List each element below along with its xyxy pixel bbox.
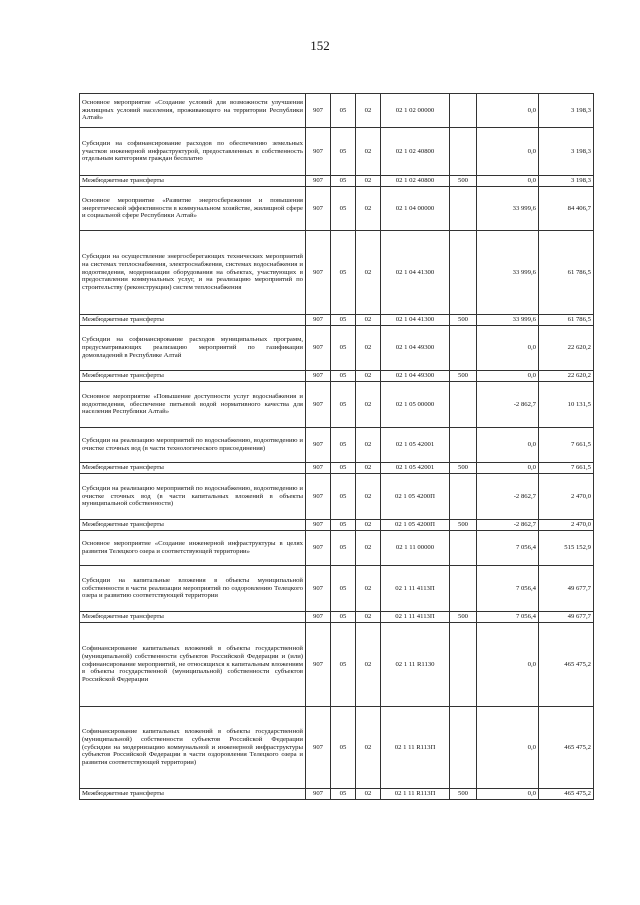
budget-code-expense-type: 500: [450, 315, 477, 326]
table-row: [80, 612, 594, 623]
budget-code-grbs: 907: [306, 128, 331, 176]
budget-code-subsection: 02: [356, 623, 381, 707]
table-row: [80, 128, 594, 176]
budget-item-name: Субсидии на софинансирование расходов по обеспечению земельных участков инженерной инфраструктурой, предоставленных в собственность отдельным категориям граждан бесплатно: [80, 128, 306, 176]
budget-code-expense-type: [450, 382, 477, 428]
budget-code-section: 05: [331, 463, 356, 474]
budget-total-amount: 465 475,2: [539, 707, 594, 789]
table-body: [80, 94, 594, 800]
budget-item-name: Межбюджетные трансферты: [80, 315, 306, 326]
budget-item-name: Субсидии на капитальные вложения в объекты муниципальной собственности в части реализации мероприятий по оздоровлению Телецкого озера и развитию соответствующей территории: [80, 566, 306, 612]
budget-code-section: 05: [331, 326, 356, 371]
budget-item-name: Субсидии на софинансирование расходов муниципальных программ, предусматривающих реализацию мероприятий по газификации домовладений в Республике Алтай: [80, 326, 306, 371]
budget-code-expense-type: 500: [450, 789, 477, 800]
budget-item-name: Субсидии на осуществление энергосберегающих технических мероприятий на системах теплоснабжения, электроснабжения, системах водоснабжения и водоотведения, модернизации оборудования на объектах, участвующих в предоставлении коммунальных услуг, и на реализацию мероприятий по строительству (реконструкции) систем теплоснабжения: [80, 231, 306, 315]
budget-code-subsection: 02: [356, 315, 381, 326]
budget-code-section: 05: [331, 371, 356, 382]
budget-code-target: 02 1 02 40800: [381, 176, 450, 187]
budget-code-subsection: 02: [356, 520, 381, 531]
budget-code-target: 02 1 04 41300: [381, 315, 450, 326]
table-row: [80, 326, 594, 371]
budget-code-grbs: 907: [306, 789, 331, 800]
budget-code-grbs: 907: [306, 326, 331, 371]
budget-total-amount: 61 786,5: [539, 315, 594, 326]
table-row: [80, 382, 594, 428]
budget-code-target: 02 1 11 R1130: [381, 623, 450, 707]
budget-code-subsection: 02: [356, 566, 381, 612]
budget-change-amount: 0,0: [477, 789, 539, 800]
budget-code-grbs: 907: [306, 531, 331, 566]
budget-code-expense-type: 500: [450, 176, 477, 187]
table-row: [80, 176, 594, 187]
budget-code-section: 05: [331, 612, 356, 623]
budget-code-target: 02 1 11 4113П: [381, 612, 450, 623]
budget-code-section: 05: [331, 707, 356, 789]
budget-code-subsection: 02: [356, 612, 381, 623]
budget-change-amount: 0,0: [477, 428, 539, 463]
budget-total-amount: 465 475,2: [539, 789, 594, 800]
budget-code-subsection: 02: [356, 428, 381, 463]
budget-code-section: 05: [331, 231, 356, 315]
budget-code-subsection: 02: [356, 231, 381, 315]
table-row: [80, 789, 594, 800]
budget-code-subsection: 02: [356, 187, 381, 231]
budget-code-expense-type: [450, 231, 477, 315]
budget-code-grbs: 907: [306, 231, 331, 315]
budget-item-name: Софинансирование капитальных вложений в объекты государственной (муниципальной) собственности субъектов Российской Федерации (субсидии на модернизацию коммунальной и инженерной инфраструктуры субъектов Российской Федерации в части оздоровления Телецкого озера и развития соответствующей территории): [80, 707, 306, 789]
budget-total-amount: 2 470,0: [539, 474, 594, 520]
budget-code-section: 05: [331, 382, 356, 428]
budget-code-target: 02 1 04 00000: [381, 187, 450, 231]
budget-code-expense-type: 500: [450, 612, 477, 623]
budget-item-name: Межбюджетные трансферты: [80, 789, 306, 800]
budget-item-name: Межбюджетные трансферты: [80, 463, 306, 474]
budget-item-name: Межбюджетные трансферты: [80, 176, 306, 187]
budget-item-name: Межбюджетные трансферты: [80, 612, 306, 623]
budget-change-amount: 7 056,4: [477, 612, 539, 623]
budget-total-amount: 22 620,2: [539, 326, 594, 371]
budget-total-amount: 465 475,2: [539, 623, 594, 707]
table-row: [80, 463, 594, 474]
page-number: 152: [310, 38, 330, 53]
budget-code-grbs: 907: [306, 520, 331, 531]
budget-code-expense-type: [450, 707, 477, 789]
budget-code-grbs: 907: [306, 566, 331, 612]
budget-code-section: 05: [331, 128, 356, 176]
budget-code-expense-type: [450, 326, 477, 371]
budget-total-amount: 7 661,5: [539, 428, 594, 463]
table-row: [80, 231, 594, 315]
budget-code-subsection: 02: [356, 371, 381, 382]
budget-item-name: Основное мероприятие «Создание инженерной инфраструктуры в целях развития Телецкого озера и соответствующей территории»: [80, 531, 306, 566]
table-row: [80, 531, 594, 566]
budget-change-amount: -2 862,7: [477, 382, 539, 428]
budget-code-grbs: 907: [306, 187, 331, 231]
budget-code-section: 05: [331, 623, 356, 707]
budget-total-amount: 10 131,5: [539, 382, 594, 428]
table-row: [80, 474, 594, 520]
table-row: [80, 623, 594, 707]
budget-code-target: 02 1 05 4200П: [381, 520, 450, 531]
budget-total-amount: 3 198,3: [539, 128, 594, 176]
budget-change-amount: 0,0: [477, 623, 539, 707]
budget-item-name: Межбюджетные трансферты: [80, 371, 306, 382]
budget-item-name: Субсидии на реализацию мероприятий по водоснабжению, водоотведению и очистке сточных вод (в части технологического присоединения): [80, 428, 306, 463]
budget-total-amount: 3 198,3: [539, 176, 594, 187]
table-row: [80, 707, 594, 789]
budget-code-section: 05: [331, 176, 356, 187]
budget-code-grbs: 907: [306, 612, 331, 623]
budget-code-subsection: 02: [356, 463, 381, 474]
budget-code-target: 02 1 04 41300: [381, 231, 450, 315]
budget-item-name: Основное мероприятие «Создание условий для возможности улучшения жилищных условий населения, проживающего на территории Республики Алтай»: [80, 94, 306, 128]
budget-item-name: Основное мероприятие «Повышение доступности услуг водоснабжения и водоотведения, обеспечение питьевой водой нормативного качества для населения Республики Алтай»: [80, 382, 306, 428]
budget-code-target: 02 1 11 R113П: [381, 707, 450, 789]
table-row: [80, 187, 594, 231]
budget-change-amount: 0,0: [477, 176, 539, 187]
budget-code-subsection: 02: [356, 326, 381, 371]
budget-code-section: 05: [331, 520, 356, 531]
budget-code-section: 05: [331, 474, 356, 520]
budget-code-subsection: 02: [356, 789, 381, 800]
budget-code-section: 05: [331, 428, 356, 463]
budget-change-amount: -2 862,7: [477, 520, 539, 531]
budget-code-subsection: 02: [356, 707, 381, 789]
budget-code-target: 02 1 02 00000: [381, 94, 450, 128]
budget-code-expense-type: [450, 128, 477, 176]
table-row: [80, 315, 594, 326]
budget-code-subsection: 02: [356, 531, 381, 566]
budget-code-grbs: 907: [306, 94, 331, 128]
budget-code-target: 02 1 04 49300: [381, 371, 450, 382]
budget-code-target: 02 1 05 4200П: [381, 474, 450, 520]
budget-code-section: 05: [331, 315, 356, 326]
budget-code-expense-type: [450, 94, 477, 128]
budget-code-grbs: 907: [306, 474, 331, 520]
budget-total-amount: 61 786,5: [539, 231, 594, 315]
budget-change-amount: 0,0: [477, 371, 539, 382]
budget-total-amount: 515 152,9: [539, 531, 594, 566]
budget-code-subsection: 02: [356, 176, 381, 187]
budget-code-target: 02 1 05 42001: [381, 463, 450, 474]
budget-change-amount: 0,0: [477, 326, 539, 371]
budget-code-expense-type: 500: [450, 463, 477, 474]
budget-item-name: Основное мероприятие «Развитие энергосбережения и повышения энергетической эффективности в коммунальном хозяйстве, жилищной сфере и социальной сфере Республики Алтай»: [80, 187, 306, 231]
budget-item-name: Субсидии на реализацию мероприятий по водоснабжению, водоотведению и очистке сточных вод (в части капитальных вложений в объекты муниципальной собственности): [80, 474, 306, 520]
budget-code-grbs: 907: [306, 382, 331, 428]
budget-code-expense-type: [450, 531, 477, 566]
budget-code-subsection: 02: [356, 94, 381, 128]
budget-total-amount: 7 661,5: [539, 463, 594, 474]
budget-code-target: 02 1 02 40800: [381, 128, 450, 176]
budget-code-target: 02 1 11 4113П: [381, 566, 450, 612]
budget-code-grbs: 907: [306, 623, 331, 707]
budget-change-amount: 0,0: [477, 128, 539, 176]
budget-code-expense-type: 500: [450, 520, 477, 531]
budget-code-subsection: 02: [356, 382, 381, 428]
budget-change-amount: 0,0: [477, 707, 539, 789]
budget-code-expense-type: [450, 474, 477, 520]
budget-code-subsection: 02: [356, 474, 381, 520]
budget-code-subsection: 02: [356, 128, 381, 176]
budget-code-target: 02 1 05 00000: [381, 382, 450, 428]
budget-code-expense-type: 500: [450, 371, 477, 382]
budget-total-amount: 3 198,3: [539, 94, 594, 128]
budget-code-target: 02 1 04 49300: [381, 326, 450, 371]
budget-total-amount: 22 620,2: [539, 371, 594, 382]
budget-change-amount: 0,0: [477, 463, 539, 474]
budget-code-grbs: 907: [306, 463, 331, 474]
budget-code-grbs: 907: [306, 707, 331, 789]
budget-code-target: 02 1 05 42001: [381, 428, 450, 463]
budget-change-amount: 33 999,6: [477, 187, 539, 231]
table-row: [80, 371, 594, 382]
budget-change-amount: 0,0: [477, 94, 539, 128]
budget-code-section: 05: [331, 789, 356, 800]
table-row: [80, 94, 594, 128]
budget-item-name: Межбюджетные трансферты: [80, 520, 306, 531]
budget-change-amount: 7 056,4: [477, 566, 539, 612]
budget-change-amount: -2 862,7: [477, 474, 539, 520]
budget-code-section: 05: [331, 566, 356, 612]
table-row: [80, 566, 594, 612]
budget-table: [79, 93, 594, 800]
budget-code-section: 05: [331, 94, 356, 128]
budget-code-expense-type: [450, 566, 477, 612]
budget-code-grbs: 907: [306, 428, 331, 463]
budget-change-amount: 33 999,6: [477, 231, 539, 315]
budget-total-amount: 49 677,7: [539, 566, 594, 612]
budget-code-target: 02 1 11 R113П: [381, 789, 450, 800]
budget-total-amount: 49 677,7: [539, 612, 594, 623]
table-row: [80, 520, 594, 531]
budget-total-amount: 2 470,0: [539, 520, 594, 531]
table-row: [80, 428, 594, 463]
budget-code-grbs: 907: [306, 371, 331, 382]
budget-total-amount: 84 406,7: [539, 187, 594, 231]
budget-change-amount: 33 999,6: [477, 315, 539, 326]
budget-code-section: 05: [331, 187, 356, 231]
budget-change-amount: 7 056,4: [477, 531, 539, 566]
budget-code-grbs: 907: [306, 176, 331, 187]
budget-code-expense-type: [450, 187, 477, 231]
budget-code-expense-type: [450, 623, 477, 707]
budget-code-grbs: 907: [306, 315, 331, 326]
budget-item-name: Софинансирование капитальных вложений в объекты государственной (муниципальной) собственности субъектов Российской Федерации и (или) софинансирование мероприятий, не относящихся к капитальным вложениям в объекты государственной (муниципальной) собственности субъектов Российской Федерации: [80, 623, 306, 707]
budget-code-target: 02 1 11 00000: [381, 531, 450, 566]
budget-code-section: 05: [331, 531, 356, 566]
budget-code-expense-type: [450, 428, 477, 463]
